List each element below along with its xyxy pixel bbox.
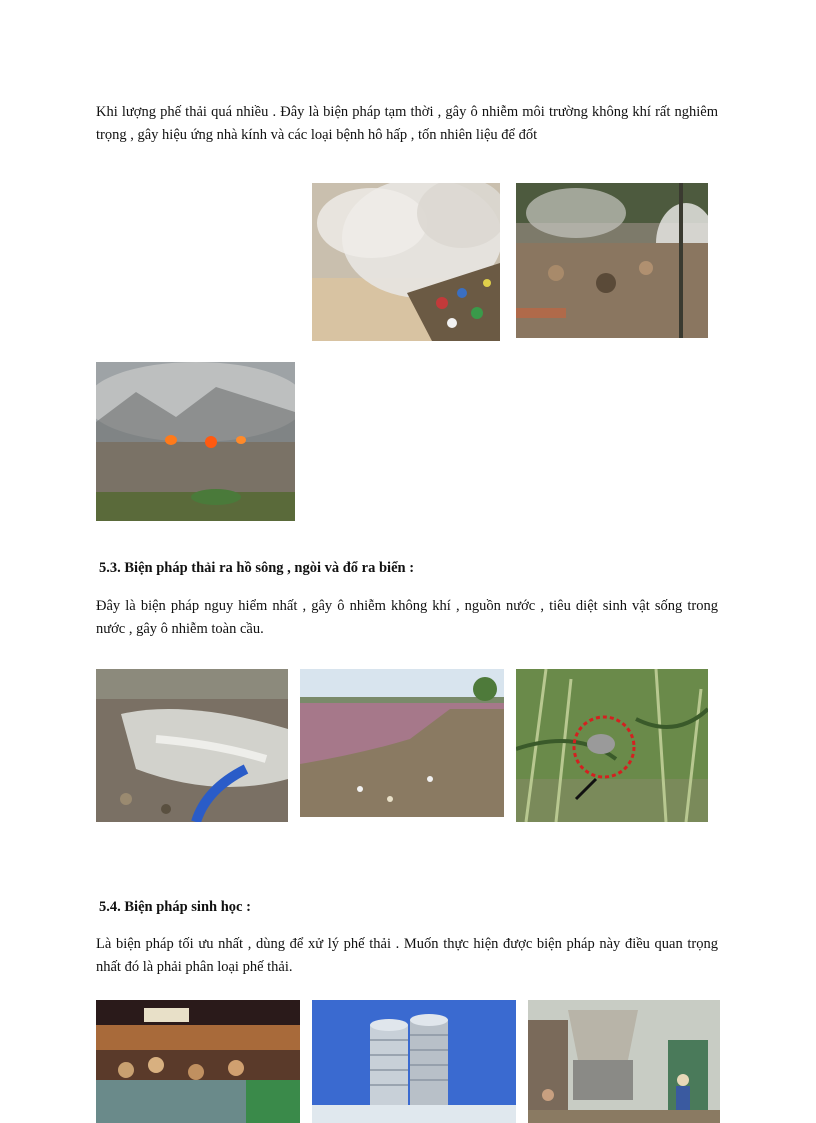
section-5-3-paragraph: Đây là biện pháp nguy hiểm nhất , gây ô nhiễm không khí , nguồn nước , tiêu diệt sinh vật sống trong nước , gây ô nhiễm toàn cầu. [96,598,718,637]
burning-garbage-photo-2 [516,183,708,338]
burning-garbage-photo-1 [312,183,500,341]
burning-paragraph: Khi lượng phế thải quá nhiều . Đây là biện pháp tạm thời , gây ô nhiễm môi trường không khí rất nghiêm trọng , gây hiệu ứng nhà kính và các loại bệnh hô hấp , tốn nhiên liệu để đốt [96,104,718,143]
waste-processing-machinery-photo [528,1000,720,1123]
wastewater-discharge-photo [96,669,288,822]
burning-landfill-photo [96,362,295,521]
waste-sorting-market-photo [96,1000,300,1123]
polluted-lake-photo [300,669,504,817]
discharge-pipe-reeds-photo [516,669,708,822]
section-5-4-heading: 5.4. Biện pháp sinh học : [99,899,251,915]
section-5-3-heading: 5.3. Biện pháp thải ra hồ sông , ngòi và đổ ra biển : [99,560,415,576]
composting-silos-photo [312,1000,516,1123]
section-5-4-paragraph: Là biện pháp tối ưu nhất , dùng để xử lý phế thải . Muốn thực hiện được biện pháp này điều quan trọng nhất đó là phải phân loại phế thải. [96,936,718,975]
